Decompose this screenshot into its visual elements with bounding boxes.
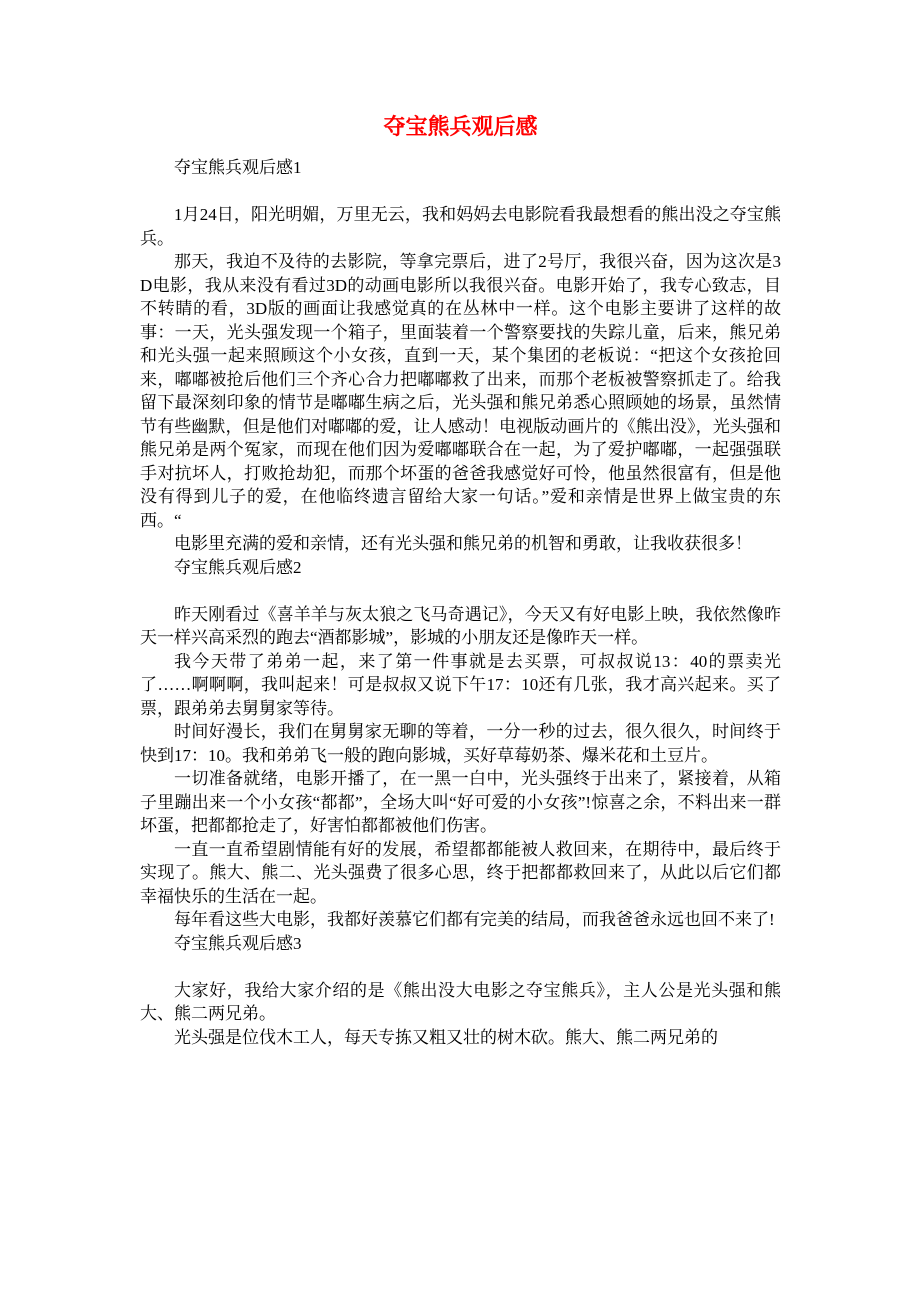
section-heading: 夺宝熊兵观后感1 bbox=[174, 158, 302, 177]
document-body bbox=[140, 156, 781, 1049]
paragraph: 1月24日，阳光明媚，万里无云，我和妈妈去电影院看我最想看的熊出没之夺宝熊兵。 bbox=[140, 205, 781, 248]
paragraph: 一直一直希望剧情能有好的发展，希望都都能被人救回来，在期待中，最后终于实现了。熊大、熊二、光头强费了很多心思，终于把都都救回来了，从此以后它们都幸福快乐的生活在一起。 bbox=[140, 839, 781, 906]
paragraph: 那天，我迫不及待的去影院，等拿完票后，进了2号厅，我很兴奋，因为这次是3D电影，我从来没有看过3D的动画电影所以我很兴奋。电影开始了，我专心致志，目不转睛的看，3D版的画面让我感觉真的在丛林中一样。这个电影主要讲了这样的故事：一天，光头强发现一个箱子，里面装着一个警察要找的失踪儿童，后来，熊兄弟和光头强一起来照顾这个小女孩，直到一天，某个集团的老板说：“把这个女孩抢回来，嘟嘟被抢后他们三个齐心合力把嘟嘟救了出来，而那个老板被警察抓走了。给我留下最深刻印象的情节是嘟嘟生病之后，光头强和熊兄弟悉心照顾她的场景，虽然情节有些幽默，但是他们对嘟嘟的爱，让人感动！电视版动画片的《熊出没》，光头强和熊兄弟是两个冤家，而现在他们因为爱嘟嘟联合在一起，为了爱护嘟嘟，一起强强联手对抗坏人，打败抢劫犯，而那个坏蛋的爸爸我感觉好可怜，他虽然很富有，但是他没有得到儿子的爱，在他临终遗言留给大家一句话。”爱和亲情是世界上做宝贵的东西。“ bbox=[140, 252, 781, 530]
section-heading: 夺宝熊兵观后感3 bbox=[174, 933, 302, 953]
paragraph: 一切准备就绪，电影开播了，在一黑一白中，光头强终于出来了，紧接着，从箱子里蹦出来一个小女孩“都都”，全场大叫“好可爱的小女孩”!惊喜之余，不料出来一群坏蛋，把都都抢走了，好害怕都都被他们伤害。 bbox=[140, 769, 781, 835]
document-title: 夺宝熊兵观后感 bbox=[383, 114, 538, 139]
paragraph: 大家好，我给大家介绍的是《熊出没大电影之夺宝熊兵》，主人公是光头强和熊大、熊二两兄弟。 bbox=[140, 980, 781, 1023]
paragraph: 昨天刚看过《喜羊羊与灰太狼之飞马奇遇记》，今天又有好电影上映，我依然像昨天一样兴高采烈的跑去“酒都影城”，影城的小朋友还是像昨天一样。 bbox=[140, 604, 781, 647]
paragraph: 我今天带了弟弟一起，来了第一件事就是去买票，可叔叔说13：40的票卖光了……啊啊啊，我叫起来！可是叔叔又说下午17：10还有几张，我才高兴起来。买了票，跟弟弟去舅舅家等待。 bbox=[140, 651, 781, 718]
paragraph: 电影里充满的爱和亲情，还有光头强和熊兄弟的机智和勇敢，让我收获很多！ bbox=[174, 534, 752, 553]
section-heading: 夺宝熊兵观后感2 bbox=[174, 557, 302, 577]
paragraph: 每年看这些大电影，我都好羡慕它们都有完美的结局，而我爸爸永远也回不来了! bbox=[174, 910, 775, 929]
paragraph: 时间好漫长，我们在舅舅家无聊的等着，一分一秒的过去，很久很久，时间终于快到17：10。我和弟弟飞一般的跑向影城，买好草莓奶茶、爆米花和土豆片。 bbox=[140, 722, 781, 765]
paragraph: 光头强是位伐木工人，每天专拣又粗又壮的树木砍。熊大、熊二两兄弟的 bbox=[174, 1027, 718, 1047]
